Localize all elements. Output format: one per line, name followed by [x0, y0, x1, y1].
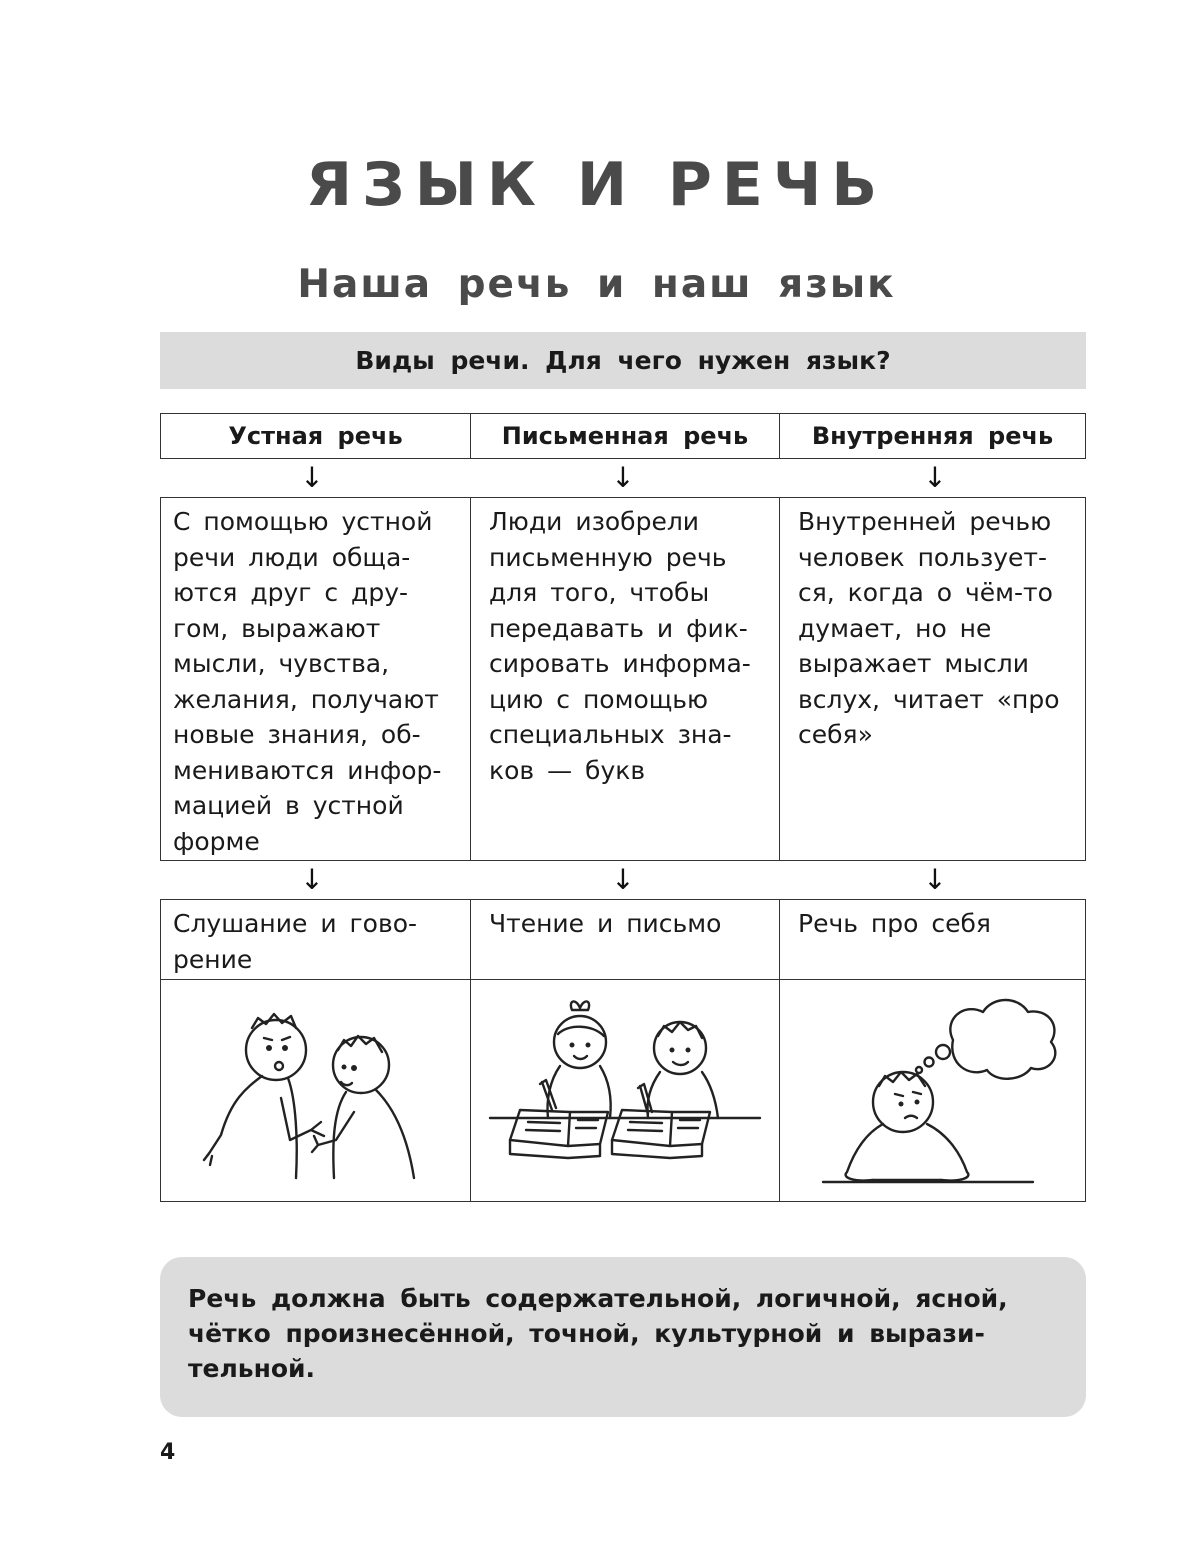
text-line: речи люди обща- — [173, 542, 411, 572]
text-line: специальных зна- — [489, 720, 732, 749]
text-line: цию с помощью — [489, 684, 709, 714]
arrow-down-icon: ↓ — [611, 863, 635, 896]
text-line: желания, получают — [173, 684, 439, 714]
text-line: форме — [173, 826, 260, 856]
text-line: Люди изобрели — [489, 507, 700, 536]
text-line: тельной. — [188, 1354, 316, 1383]
text-line: рение — [173, 944, 253, 974]
text-line: С помощью устной — [173, 507, 433, 536]
summary-note — [160, 1257, 1086, 1417]
text-line: Речь должна быть содержательной, логичной, ясной, — [188, 1284, 1008, 1313]
text-line: человек пользует- — [798, 542, 1047, 572]
illustration-thinking — [779, 979, 1085, 1201]
text-line: передавать и фик- — [489, 613, 748, 643]
text-line: сировать информа- — [489, 649, 751, 678]
text-line: новые знания, об- — [173, 720, 421, 749]
description-oral — [161, 498, 470, 860]
header-written-speech: Письменная речь — [470, 414, 779, 458]
text-line: мацией в устной — [173, 791, 404, 820]
illustration-reading — [470, 979, 779, 1201]
text-line: Чтение и письмо — [489, 909, 722, 938]
text-line: думает, но не — [798, 613, 992, 643]
table-header-row — [160, 413, 1086, 459]
two-people-talking-illustration — [186, 990, 446, 1190]
header-oral-speech: Устная речь — [228, 422, 403, 450]
section-heading: Виды речи. Для чего нужен язык? — [160, 332, 1086, 389]
activity-inner — [779, 900, 1085, 979]
page-number: 4 — [160, 1440, 176, 1465]
text-line: ков — букв — [489, 755, 646, 785]
text-line: Внутренней речью — [798, 507, 1052, 536]
text-line: письменную речь — [489, 542, 727, 572]
activity-oral — [161, 900, 470, 979]
arrow-down-icon: ↓ — [300, 461, 324, 494]
text-line: чётко произнесённой, точной, культурной и вырази- — [188, 1319, 985, 1348]
text-line: для того, чтобы — [489, 578, 710, 607]
page-subtitle: Наша речь и наш язык — [297, 262, 896, 307]
header-inner-speech: Внутренняя речь — [779, 414, 1085, 458]
text-line: ся, когда о чём-то — [798, 578, 1053, 607]
thinking-boy-illustration — [803, 990, 1063, 1190]
arrow-down-icon: ↓ — [923, 461, 947, 494]
text-line: выражает мысли — [798, 649, 1029, 678]
arrow-down-icon: ↓ — [923, 863, 947, 896]
text-line: вслух, читает «про — [798, 684, 1060, 714]
activity-row — [160, 899, 1086, 980]
page-title: ЯЗЫК И РЕЧЬ — [305, 150, 888, 220]
description-inner — [779, 498, 1085, 860]
text-line: себя» — [798, 720, 873, 749]
description-row — [160, 497, 1086, 861]
text-line: гом, выражают — [173, 613, 381, 643]
arrow-down-icon: ↓ — [611, 461, 635, 494]
arrow-down-icon: ↓ — [300, 863, 324, 896]
text-line: мениваются инфор- — [173, 755, 442, 785]
description-written — [470, 498, 779, 860]
text-line: Речь про себя — [798, 909, 991, 938]
children-reading-illustration — [480, 990, 770, 1190]
activity-written — [470, 900, 779, 979]
text-line: ются друг с дру- — [173, 578, 409, 607]
illustration-row — [160, 979, 1086, 1202]
text-line: мысли, чувства, — [173, 649, 390, 678]
illustration-talking — [161, 979, 470, 1201]
text-line: Слушание и гово- — [173, 909, 418, 938]
